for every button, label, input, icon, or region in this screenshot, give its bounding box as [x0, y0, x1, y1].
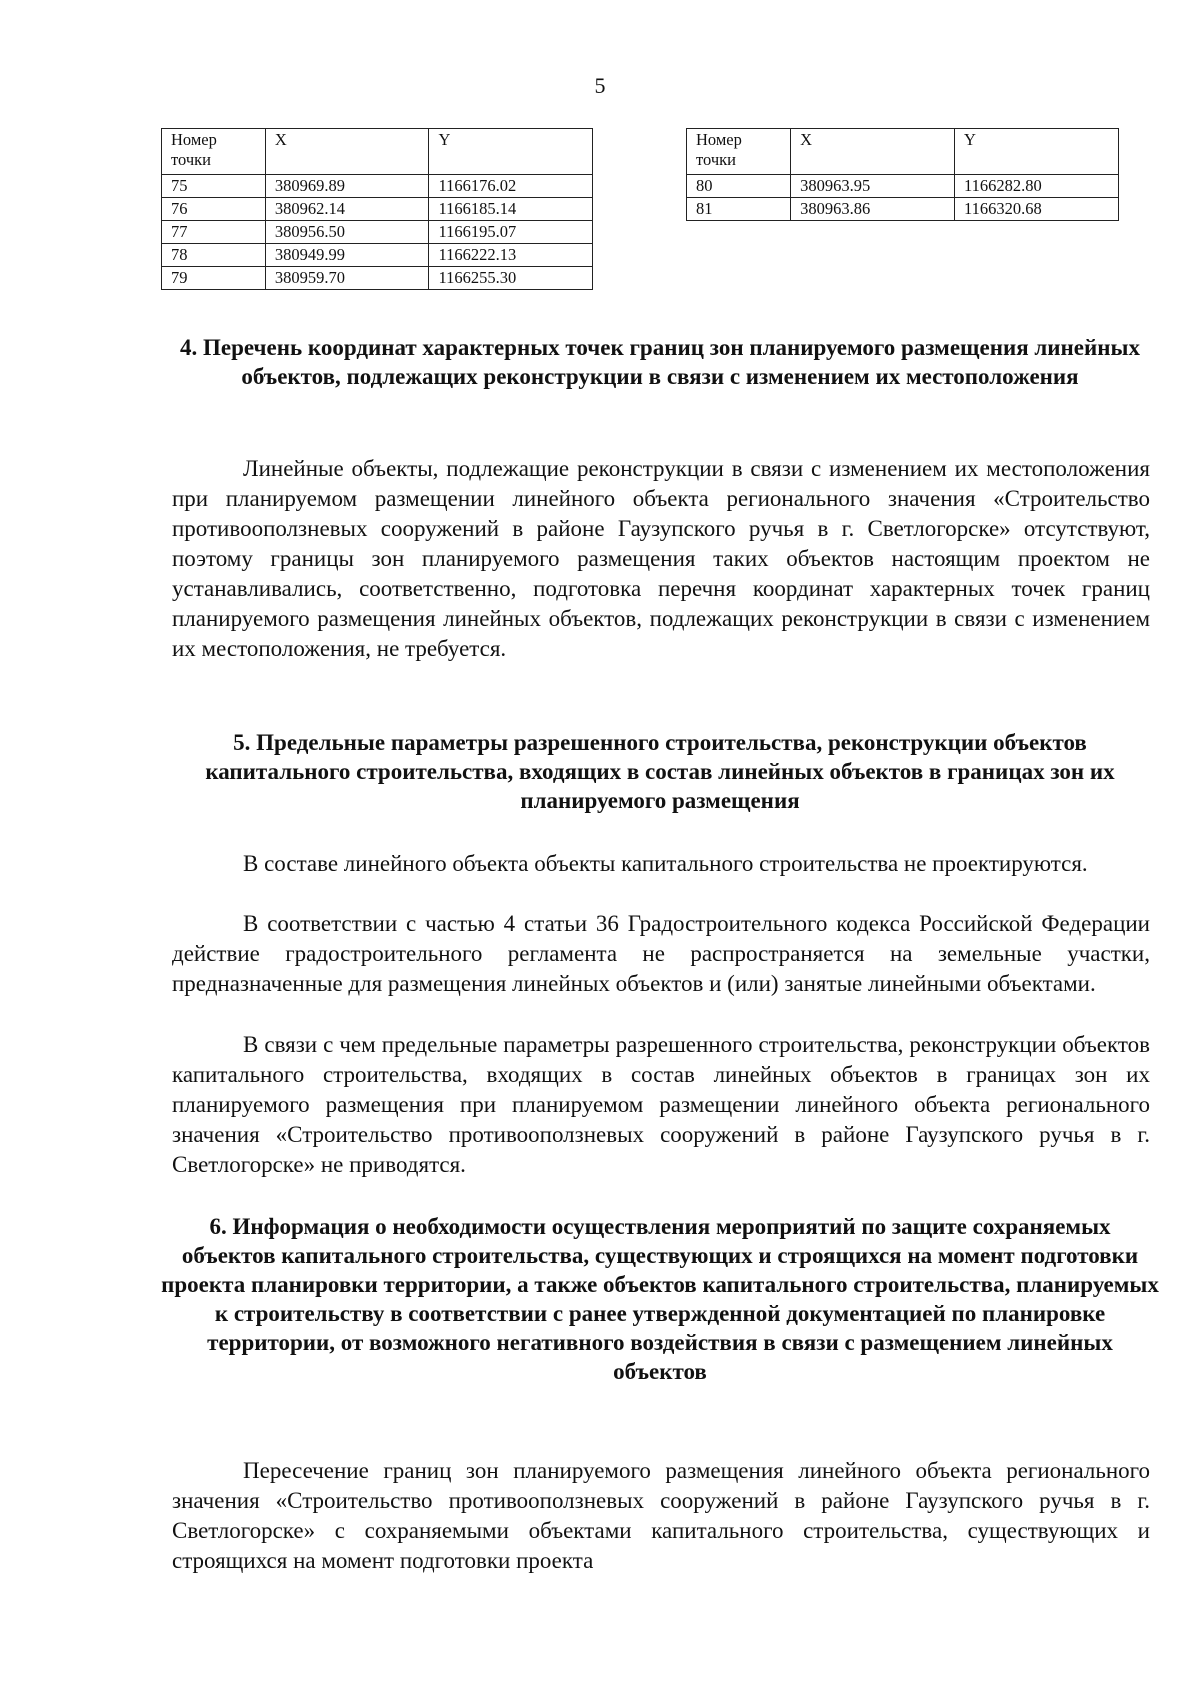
cell-y: 1166185.14: [429, 198, 593, 221]
table-row: [687, 198, 1119, 221]
header-x: X: [265, 129, 429, 175]
cell-point-number: 76: [162, 198, 266, 221]
section-4-paragraph: Линейные объекты, подлежащие реконструкции в связи с изменением их местоположения при планируемом размещении линейного объекта регионального значения «Строительство противооползневых сооружений в районе Гаузупского ручья в г. Светлогорске» отсутствуют, поэтому границы зон планируемого размещения таких объектов настоящим проектом не устанавливались, соответственно, подготовка перечня координат характерных точек границ планируемого размещения линейных объектов, подлежащих реконструкции в связи с изменением их местоположения, не требуется.: [172, 456, 1150, 661]
table-row: [162, 198, 593, 221]
table-header-row: [687, 129, 1119, 175]
header-point-number: Номер точки: [162, 129, 266, 175]
table-row: [162, 267, 593, 290]
cell-x: 380962.14: [265, 198, 429, 221]
cell-x: 380949.99: [265, 244, 429, 267]
table-row: [687, 175, 1119, 198]
cell-y: 1166222.13: [429, 244, 593, 267]
cell-y: 1166255.30: [429, 267, 593, 290]
section-5-paragraph-3: В связи с чем предельные параметры разрешенного строительства, реконструкции объектов капитального строительства, входящих в состав линейных объектов в границах зон их планируемого размещения при планируемом размещении линейного объекта регионального значения «Строительство противооползневых сооружений в районе Гаузупского ручья в г. Светлогорске» не приводятся.: [172, 1032, 1150, 1177]
section-4-heading: 4. Перечень координат характерных точек границ зон планируемого размещения линейных объектов, подлежащих реконструкции в связи с изменением их местоположения: [180, 335, 1140, 389]
header-x: X: [791, 129, 955, 175]
cell-x: 380959.70: [265, 267, 429, 290]
page-number: 5: [594, 73, 606, 98]
cell-point-number: 80: [687, 175, 791, 198]
cell-y: 1166320.68: [955, 198, 1119, 221]
cell-point-number: 75: [162, 175, 266, 198]
cell-point-number: 81: [687, 198, 791, 221]
coordinates-table-right: [686, 128, 1119, 221]
cell-point-number: 77: [162, 221, 266, 244]
cell-point-number: 78: [162, 244, 266, 267]
cell-y: 1166282.80: [955, 175, 1119, 198]
table-row: [162, 221, 593, 244]
table-header-row: [162, 129, 593, 175]
header-point-number: Номер точки: [687, 129, 791, 175]
cell-x: 380956.50: [265, 221, 429, 244]
section-6-heading: 6. Информация о необходимости осуществления мероприятий по защите сохраняемых объектов капитального строительства, существующих и строящихся на момент подготовки проекта планировки территории, а также объектов капитального строительства, планируемых к строительству в соответствии с ранее утвержденной документацией по планировке территории, от возможного негативного воздействия в связи с размещением линейных объектов: [161, 1214, 1159, 1384]
table-row: [162, 175, 593, 198]
cell-x: 380963.95: [791, 175, 955, 198]
section-5-paragraph-2: В соответствии с частью 4 статьи 36 Градостроительного кодекса Российской Федерации действие градостроительного регламента не распространяется на земельные участки, предназначенные для размещения линейных объектов и (или) занятые линейными объектами.: [172, 911, 1150, 996]
cell-y: 1166195.07: [429, 221, 593, 244]
cell-x: 380963.86: [791, 198, 955, 221]
cell-y: 1166176.02: [429, 175, 593, 198]
section-5-heading: 5. Предельные параметры разрешенного строительства, реконструкции объектов капитального строительства, входящих в состав линейных объектов в границах зон их планируемого размещения: [205, 730, 1115, 813]
coordinates-table-left: [161, 128, 593, 290]
cell-x: 380969.89: [265, 175, 429, 198]
section-5-paragraph-1: В составе линейного объекта объекты капитального строительства не проектируются.: [243, 851, 1088, 876]
section-6-paragraph: Пересечение границ зон планируемого размещения линейного объекта регионального значения «Строительство противооползневых сооружений в районе Гаузупского ручья в г. Светлогорске» с сохраняемыми объектами капитального строительства, существующих и строящихся на момент подготовки проекта: [172, 1458, 1150, 1573]
cell-point-number: 79: [162, 267, 266, 290]
header-y: Y: [955, 129, 1119, 175]
header-y: Y: [429, 129, 593, 175]
table-row: [162, 244, 593, 267]
